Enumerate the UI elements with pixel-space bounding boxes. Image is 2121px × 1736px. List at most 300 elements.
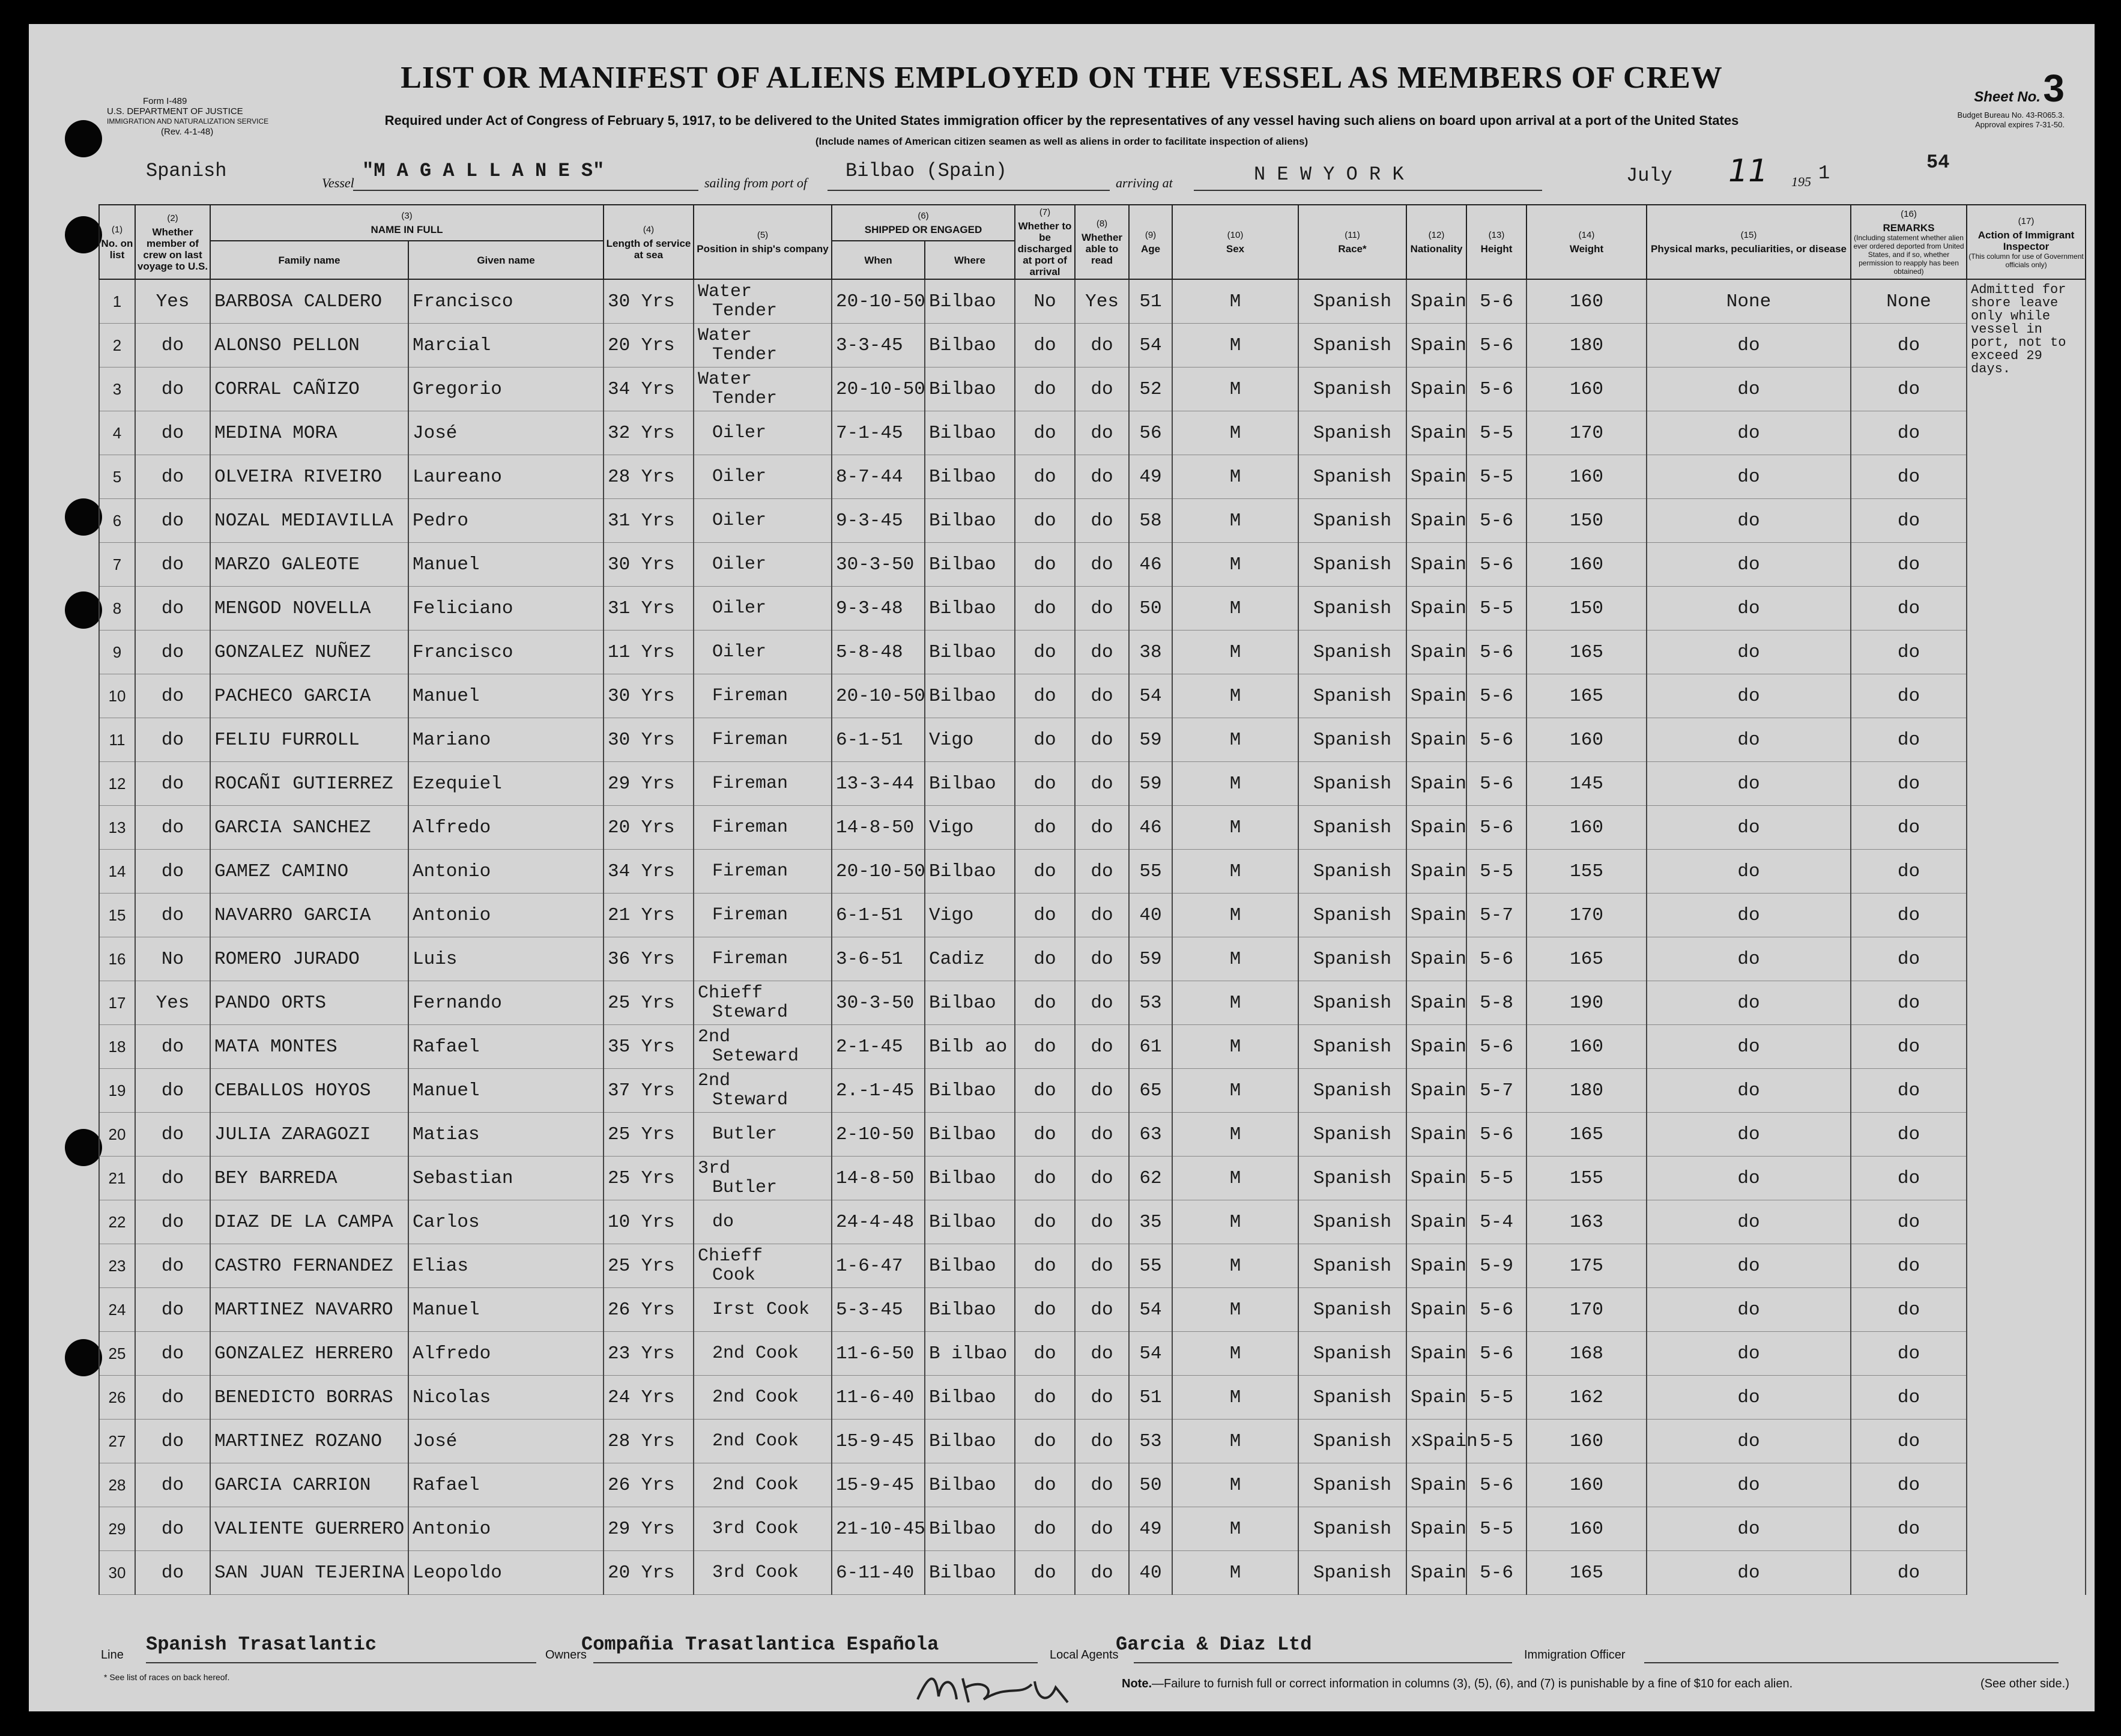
cell-race: Spanish <box>1298 1157 1406 1200</box>
cell-length-of-service: 20 Yrs <box>604 324 694 367</box>
cell-sex: M <box>1172 718 1298 762</box>
cell-last-voyage: do <box>135 1420 210 1463</box>
cell-physical-marks: do <box>1647 1332 1851 1376</box>
cell-row-number: 12 <box>99 762 135 806</box>
cell-able-to-read: do <box>1075 1288 1129 1332</box>
owners-value: Compañia Trasatlantica Española <box>581 1633 939 1656</box>
cell-row-number: 18 <box>99 1025 135 1069</box>
cell-position <box>694 1332 832 1376</box>
budget-bureau-number: Budget Bureau No. 43-R065.3. <box>1957 110 2065 119</box>
cell-discharged: do <box>1015 1069 1075 1113</box>
sheet-number: 3 <box>2043 67 2065 110</box>
table-row <box>99 806 2086 850</box>
position-line-2: Seteward <box>712 1046 799 1066</box>
table-row <box>99 631 2086 674</box>
cell-race: Spanish <box>1298 1200 1406 1244</box>
penalty-note: Note.—Failure to furnish full or correct information in columns (3), (5), (6), and (7) is punishable by a fine of $10 for each alien. <box>1122 1677 1793 1690</box>
cell-nationality: Spain <box>1406 1376 1466 1420</box>
cell-physical-marks: do <box>1647 850 1851 894</box>
cell-physical-marks: do <box>1647 587 1851 631</box>
cell-remarks: do <box>1851 937 1967 981</box>
table-row <box>99 587 2086 631</box>
cell-row-number: 8 <box>99 587 135 631</box>
position-line-2: 2nd Cook <box>712 1475 799 1495</box>
cell-physical-marks: do <box>1647 981 1851 1025</box>
cell-shipped-where: Bilbao <box>925 1376 1015 1420</box>
cell-shipped-where: Bilbao <box>925 1551 1015 1595</box>
cell-height: 5-6 <box>1466 499 1526 543</box>
cell-length-of-service: 31 Yrs <box>604 499 694 543</box>
cell-given-name: Sebastian <box>408 1157 604 1200</box>
cell-sex: M <box>1172 1376 1298 1420</box>
cell-sex: M <box>1172 587 1298 631</box>
owners-label: Owners <box>545 1648 587 1662</box>
arrival-day: 11 <box>1728 153 1769 189</box>
punch-hole <box>65 591 102 629</box>
cell-position <box>694 499 832 543</box>
cell-able-to-read: do <box>1075 674 1129 718</box>
cell-nationality: Spain <box>1406 1551 1466 1595</box>
cell-race: Spanish <box>1298 981 1406 1025</box>
cell-last-voyage: do <box>135 1157 210 1200</box>
cell-given-name: Feliciano <box>408 587 604 631</box>
table-row <box>99 674 2086 718</box>
cell-height: 5-6 <box>1466 543 1526 587</box>
cell-discharged: do <box>1015 718 1075 762</box>
cell-family-name: OLVEIRA RIVEIRO <box>210 455 408 499</box>
cell-physical-marks: do <box>1647 806 1851 850</box>
cell-shipped-when: 20-10-50 <box>832 279 925 324</box>
cell-able-to-read: do <box>1075 1551 1129 1595</box>
signature <box>912 1666 1092 1708</box>
cell-family-name: FELIU FURROLL <box>210 718 408 762</box>
cell-shipped-when: 5-8-48 <box>832 631 925 674</box>
immigration-officer-label: Immigration Officer <box>1524 1648 1626 1662</box>
table-row <box>99 279 2086 324</box>
cell-shipped-where: Vigo <box>925 806 1015 850</box>
cell-able-to-read: do <box>1075 1420 1129 1463</box>
cell-shipped-where: B ilbao <box>925 1332 1015 1376</box>
cell-physical-marks: do <box>1647 1420 1851 1463</box>
cell-family-name: PANDO ORTS <box>210 981 408 1025</box>
cell-physical-marks: do <box>1647 1113 1851 1157</box>
cell-weight: 180 <box>1526 324 1647 367</box>
cell-nationality: Spain <box>1406 1463 1466 1507</box>
cell-height: 5-5 <box>1466 455 1526 499</box>
cell-weight: 155 <box>1526 1157 1647 1200</box>
cell-age: 63 <box>1129 1113 1172 1157</box>
cell-last-voyage: do <box>135 1069 210 1113</box>
col-header-weight: (14) Weight <box>1526 205 1647 279</box>
position-line-1: 2nd <box>698 1027 731 1047</box>
table-row <box>99 1376 2086 1420</box>
cell-age: 52 <box>1129 367 1172 411</box>
cell-nationality: Spain <box>1406 1113 1466 1157</box>
cell-nationality: Spain <box>1406 937 1466 981</box>
cell-family-name: NAVARRO GARCIA <box>210 894 408 937</box>
cell-sex: M <box>1172 367 1298 411</box>
cell-length-of-service: 10 Yrs <box>604 1200 694 1244</box>
sheet-number-label: Sheet No. <box>1974 89 2041 105</box>
cell-last-voyage: do <box>135 1551 210 1595</box>
owners-underline <box>593 1662 1038 1663</box>
col-header-given-name: Given name <box>408 241 604 279</box>
act-requirement-line: Required under Act of Congress of February 5, 1917, to be delivered to the United States immigration officer by the representatives of any vessel having such aliens on board upon arrival at a port of the United States <box>384 113 1739 128</box>
cell-able-to-read: do <box>1075 631 1129 674</box>
cell-height: 5-6 <box>1466 1288 1526 1332</box>
cell-age: 54 <box>1129 324 1172 367</box>
cell-last-voyage: do <box>135 543 210 587</box>
crew-manifest-table <box>98 204 2086 1595</box>
cell-age: 65 <box>1129 1069 1172 1113</box>
cell-race: Spanish <box>1298 718 1406 762</box>
cell-length-of-service: 32 Yrs <box>604 411 694 455</box>
cell-weight: 160 <box>1526 279 1647 324</box>
cell-shipped-when: 11-6-40 <box>832 1376 925 1420</box>
cell-age: 49 <box>1129 1507 1172 1551</box>
cell-race: Spanish <box>1298 1376 1406 1420</box>
cell-remarks: do <box>1851 1420 1967 1463</box>
cell-remarks: do <box>1851 1332 1967 1376</box>
cell-able-to-read: do <box>1075 806 1129 850</box>
cell-weight: 160 <box>1526 806 1647 850</box>
cell-shipped-when: 20-10-50 <box>832 674 925 718</box>
cell-given-name: Laureano <box>408 455 604 499</box>
cell-family-name: ROMERO JURADO <box>210 937 408 981</box>
position-line-2: do <box>712 1212 734 1232</box>
cell-able-to-read: do <box>1075 543 1129 587</box>
cell-row-number: 1 <box>99 279 135 324</box>
position-line-1: Water <box>698 325 752 346</box>
position-line-2: Steward <box>712 1002 788 1023</box>
position-line-2: Butler <box>712 1124 778 1145</box>
cell-family-name: GONZALEZ HERRERO <box>210 1332 408 1376</box>
cell-physical-marks: do <box>1647 543 1851 587</box>
col-header-where: Where <box>925 241 1015 279</box>
cell-weight: 160 <box>1526 367 1647 411</box>
cell-row-number: 3 <box>99 367 135 411</box>
cell-row-number: 19 <box>99 1069 135 1113</box>
arriving-underline <box>1194 190 1542 191</box>
cell-race: Spanish <box>1298 324 1406 367</box>
cell-last-voyage: do <box>135 1507 210 1551</box>
cell-shipped-where: Bilbao <box>925 499 1015 543</box>
position-line-2: Butler <box>712 1178 778 1198</box>
cell-position <box>694 894 832 937</box>
cell-nationality: Spain <box>1406 631 1466 674</box>
col-header-sex: (10) Sex <box>1172 205 1298 279</box>
cell-shipped-when: 24-4-48 <box>832 1200 925 1244</box>
cell-shipped-where: Bilbao <box>925 1507 1015 1551</box>
table-row <box>99 1507 2086 1551</box>
cell-physical-marks: do <box>1647 1376 1851 1420</box>
cell-length-of-service: 30 Yrs <box>604 543 694 587</box>
col-header-position: (5) Position in ship's company <box>694 205 832 279</box>
cell-shipped-when: 14-8-50 <box>832 806 925 850</box>
cell-shipped-where: Bilbao <box>925 1069 1015 1113</box>
cell-inspector-action: Admitted for shore leave only while vessel in port, not to exceed 29 days. <box>1967 279 2086 1595</box>
cell-discharged: do <box>1015 1551 1075 1595</box>
crew-rows <box>99 279 2086 1595</box>
position-line-2: 2nd Cook <box>712 1431 799 1451</box>
cell-race: Spanish <box>1298 1463 1406 1507</box>
cell-physical-marks: do <box>1647 1244 1851 1288</box>
cell-age: 61 <box>1129 1025 1172 1069</box>
cell-weight: 150 <box>1526 499 1647 543</box>
cell-race: Spanish <box>1298 1332 1406 1376</box>
cell-physical-marks: do <box>1647 499 1851 543</box>
cell-last-voyage: do <box>135 1463 210 1507</box>
agents-underline <box>1134 1662 1512 1663</box>
cell-length-of-service: 34 Yrs <box>604 850 694 894</box>
position-line-1: Water <box>698 369 752 390</box>
cell-shipped-when: 2.-1-45 <box>832 1069 925 1113</box>
cell-weight: 165 <box>1526 674 1647 718</box>
arrival-year-suffix: 1 <box>1818 162 1830 184</box>
cell-length-of-service: 11 Yrs <box>604 631 694 674</box>
cell-physical-marks: do <box>1647 1463 1851 1507</box>
cell-age: 49 <box>1129 455 1172 499</box>
cell-weight: 170 <box>1526 894 1647 937</box>
manifest-sheet <box>29 24 2095 1711</box>
cell-race: Spanish <box>1298 806 1406 850</box>
cell-nationality: Spain <box>1406 499 1466 543</box>
cell-height: 5-6 <box>1466 1025 1526 1069</box>
cell-discharged: do <box>1015 674 1075 718</box>
cell-height: 5-6 <box>1466 631 1526 674</box>
position-line-2: Oiler <box>712 510 767 531</box>
cell-last-voyage: do <box>135 806 210 850</box>
cell-able-to-read: do <box>1075 718 1129 762</box>
arriving-at-label: arriving at <box>1116 175 1173 190</box>
cell-given-name: Rafael <box>408 1025 604 1069</box>
cell-position <box>694 1463 832 1507</box>
cell-weight: 190 <box>1526 981 1647 1025</box>
cell-sex: M <box>1172 894 1298 937</box>
cell-age: 40 <box>1129 894 1172 937</box>
position-line-2: Fireman <box>712 817 788 838</box>
cell-remarks: do <box>1851 762 1967 806</box>
cell-remarks: do <box>1851 718 1967 762</box>
col-header-remarks: (16) REMARKS (Including statement whether alien ever ordered deported from United States, and if so, whether permission to reapply has been obtained) <box>1851 205 1967 279</box>
cell-age: 53 <box>1129 981 1172 1025</box>
cell-length-of-service: 23 Yrs <box>604 1332 694 1376</box>
cell-physical-marks: do <box>1647 1551 1851 1595</box>
cell-height: 5-5 <box>1466 1420 1526 1463</box>
position-line-2: Fireman <box>712 773 788 794</box>
cell-age: 54 <box>1129 1332 1172 1376</box>
cell-position <box>694 1200 832 1244</box>
cell-able-to-read: do <box>1075 1463 1129 1507</box>
cell-shipped-when: 7-1-45 <box>832 411 925 455</box>
cell-row-number: 10 <box>99 674 135 718</box>
cell-last-voyage: do <box>135 324 210 367</box>
cell-discharged: do <box>1015 587 1075 631</box>
cell-nationality: Spain <box>1406 1200 1466 1244</box>
cell-last-voyage: do <box>135 587 210 631</box>
cell-weight: 145 <box>1526 762 1647 806</box>
cell-sex: M <box>1172 1507 1298 1551</box>
cell-nationality: xSpain <box>1406 1420 1466 1463</box>
cell-nationality: Spain <box>1406 981 1466 1025</box>
cell-remarks: do <box>1851 981 1967 1025</box>
department-name: U.S. DEPARTMENT OF JUSTICE <box>107 106 243 116</box>
position-line-2: 3rd Cook <box>712 1519 799 1539</box>
cell-weight: 162 <box>1526 1376 1647 1420</box>
cell-length-of-service: 35 Yrs <box>604 1025 694 1069</box>
col-header-name-in-full: (3) NAME IN FULL <box>210 205 604 241</box>
cell-discharged: do <box>1015 455 1075 499</box>
cell-sex: M <box>1172 499 1298 543</box>
cell-shipped-where: Bilbao <box>925 1200 1015 1244</box>
cell-position <box>694 1025 832 1069</box>
position-line-2: Fireman <box>712 686 788 706</box>
cell-given-name: Alfredo <box>408 806 604 850</box>
cell-remarks: do <box>1851 1200 1967 1244</box>
cell-family-name: MATA MONTES <box>210 1025 408 1069</box>
form-number: Form I-489 <box>143 96 187 106</box>
cell-position <box>694 367 832 411</box>
cell-remarks: do <box>1851 324 1967 367</box>
cell-shipped-where: Bilbao <box>925 279 1015 324</box>
cell-given-name: Antonio <box>408 850 604 894</box>
cell-nationality: Spain <box>1406 718 1466 762</box>
cell-row-number: 4 <box>99 411 135 455</box>
cell-last-voyage: do <box>135 762 210 806</box>
cell-given-name: Antonio <box>408 1507 604 1551</box>
cell-discharged: do <box>1015 894 1075 937</box>
cell-able-to-read: do <box>1075 1332 1129 1376</box>
cell-remarks: do <box>1851 1157 1967 1200</box>
table-row <box>99 1113 2086 1157</box>
local-agents-label: Local Agents <box>1050 1648 1119 1662</box>
cell-nationality: Spain <box>1406 411 1466 455</box>
table-row <box>99 937 2086 981</box>
cell-position <box>694 762 832 806</box>
cell-last-voyage: do <box>135 499 210 543</box>
cell-position <box>694 631 832 674</box>
cell-height: 5-7 <box>1466 894 1526 937</box>
cell-height: 5-6 <box>1466 1551 1526 1595</box>
cell-race: Spanish <box>1298 1069 1406 1113</box>
col-header-able-to-read: (8) Whether able to read <box>1075 205 1129 279</box>
cell-length-of-service: 25 Yrs <box>604 1113 694 1157</box>
cell-height: 5-6 <box>1466 324 1526 367</box>
cell-weight: 170 <box>1526 411 1647 455</box>
cell-shipped-when: 2-1-45 <box>832 1025 925 1069</box>
line-label: Line <box>101 1648 124 1662</box>
cell-height: 5-6 <box>1466 937 1526 981</box>
cell-length-of-service: 26 Yrs <box>604 1288 694 1332</box>
cell-weight: 165 <box>1526 1551 1647 1595</box>
cell-given-name: Marcial <box>408 324 604 367</box>
cell-discharged: do <box>1015 1157 1075 1200</box>
cell-length-of-service: 21 Yrs <box>604 894 694 937</box>
cell-age: 54 <box>1129 674 1172 718</box>
cell-sex: M <box>1172 806 1298 850</box>
cell-sex: M <box>1172 850 1298 894</box>
cell-race: Spanish <box>1298 1551 1406 1595</box>
cell-position <box>694 324 832 367</box>
cell-given-name: Manuel <box>408 1288 604 1332</box>
cell-last-voyage: do <box>135 1025 210 1069</box>
cell-last-voyage: do <box>135 850 210 894</box>
cell-last-voyage: Yes <box>135 981 210 1025</box>
cell-physical-marks: do <box>1647 674 1851 718</box>
local-agents-value: Garcia & Diaz Ltd <box>1116 1633 1312 1656</box>
cell-last-voyage: do <box>135 455 210 499</box>
cell-remarks: do <box>1851 1244 1967 1288</box>
cell-row-number: 21 <box>99 1157 135 1200</box>
cell-race: Spanish <box>1298 1420 1406 1463</box>
cell-age: 38 <box>1129 631 1172 674</box>
table-row <box>99 1332 2086 1376</box>
cell-family-name: BEY BARREDA <box>210 1157 408 1200</box>
cell-remarks: do <box>1851 894 1967 937</box>
cell-length-of-service: 28 Yrs <box>604 1420 694 1463</box>
cell-last-voyage: do <box>135 718 210 762</box>
cell-height: 5-6 <box>1466 718 1526 762</box>
cell-given-name: Gregorio <box>408 367 604 411</box>
cell-family-name: BARBOSA CALDERO <box>210 279 408 324</box>
cell-race: Spanish <box>1298 631 1406 674</box>
cell-shipped-when: 6-1-51 <box>832 894 925 937</box>
cell-length-of-service: 36 Yrs <box>604 937 694 981</box>
cell-able-to-read: do <box>1075 1200 1129 1244</box>
cell-discharged: do <box>1015 499 1075 543</box>
cell-height: 5-6 <box>1466 1113 1526 1157</box>
cell-nationality: Spain <box>1406 1244 1466 1288</box>
cell-remarks: do <box>1851 499 1967 543</box>
col-header-inspector-action: (17) Action of Immigrant Inspector (This column for use of Government officials only) <box>1967 205 2086 279</box>
cell-sex: M <box>1172 674 1298 718</box>
cell-discharged: do <box>1015 1376 1075 1420</box>
position-line-2: Tender <box>712 345 778 365</box>
ship-nationality: Spanish <box>146 160 227 182</box>
col-header-when: When <box>832 241 925 279</box>
officer-underline <box>1644 1662 2059 1663</box>
cell-shipped-where: Bilbao <box>925 455 1015 499</box>
cell-physical-marks: do <box>1647 718 1851 762</box>
cell-age: 46 <box>1129 806 1172 850</box>
cell-discharged: do <box>1015 1420 1075 1463</box>
cell-length-of-service: 20 Yrs <box>604 1551 694 1595</box>
cell-discharged: do <box>1015 543 1075 587</box>
cell-able-to-read: Yes <box>1075 279 1129 324</box>
cell-length-of-service: 30 Yrs <box>604 279 694 324</box>
cell-given-name: Francisco <box>408 279 604 324</box>
cell-position <box>694 279 832 324</box>
cell-remarks: do <box>1851 543 1967 587</box>
cell-physical-marks: do <box>1647 1507 1851 1551</box>
cell-able-to-read: do <box>1075 937 1129 981</box>
cell-age: 55 <box>1129 850 1172 894</box>
cell-row-number: 30 <box>99 1551 135 1595</box>
cell-sex: M <box>1172 1332 1298 1376</box>
cell-weight: 180 <box>1526 1069 1647 1113</box>
cell-sex: M <box>1172 1551 1298 1595</box>
cell-last-voyage: do <box>135 411 210 455</box>
cell-shipped-when: 3-3-45 <box>832 324 925 367</box>
cell-given-name: Fernando <box>408 981 604 1025</box>
cell-shipped-where: Bilbao <box>925 1157 1015 1200</box>
cell-age: 58 <box>1129 499 1172 543</box>
cell-row-number: 28 <box>99 1463 135 1507</box>
cell-shipped-where: Bilbao <box>925 367 1015 411</box>
cell-sex: M <box>1172 937 1298 981</box>
table-row <box>99 1244 2086 1288</box>
cell-shipped-when: 30-3-50 <box>832 543 925 587</box>
